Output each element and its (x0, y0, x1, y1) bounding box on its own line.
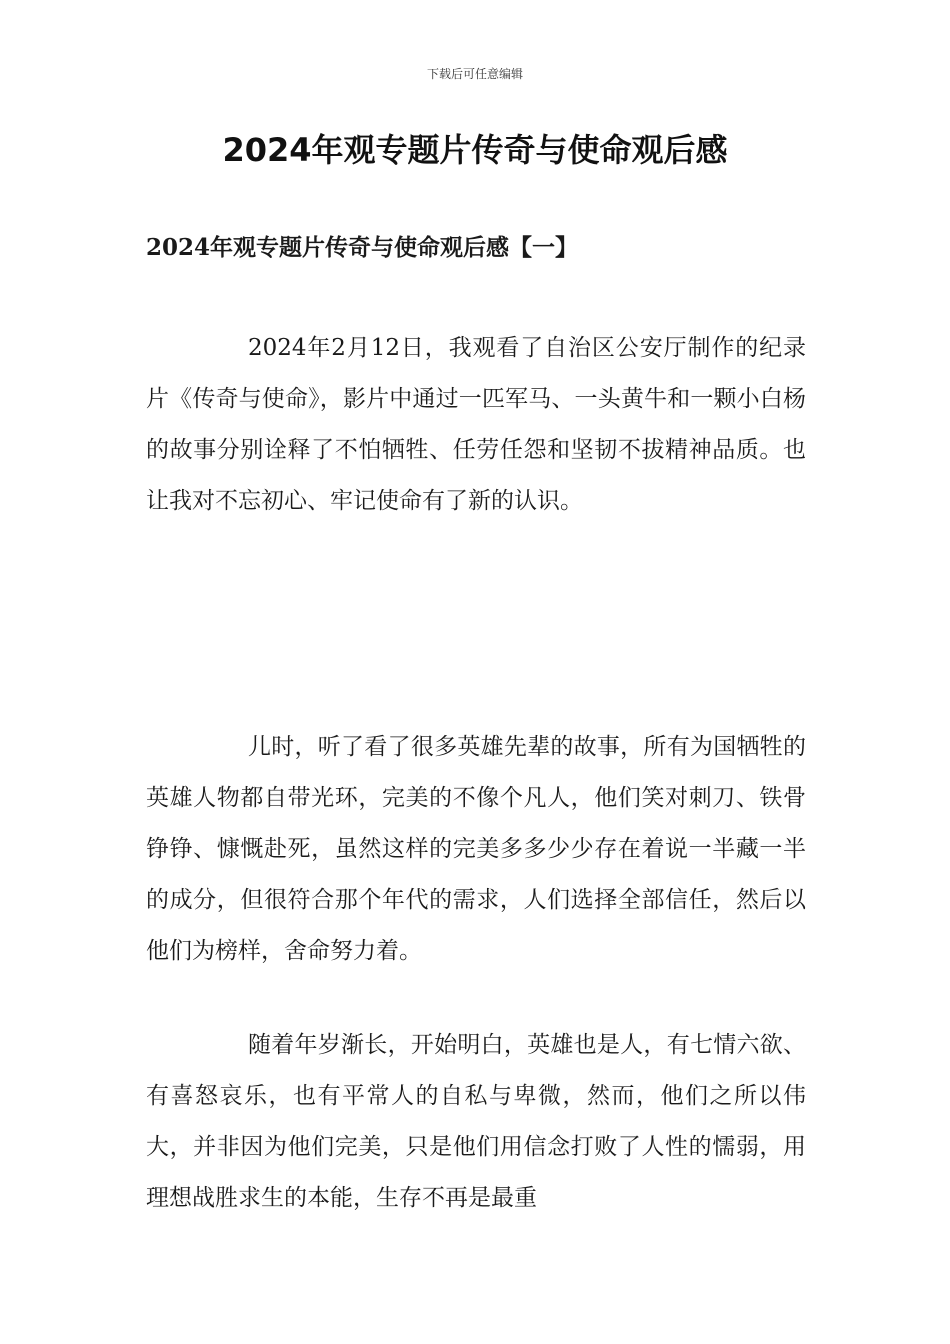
header-note: 下载后可任意编辑 (426, 67, 523, 81)
document-title: 2024年观专题片传奇与使命观后感 (222, 131, 728, 169)
paragraph-3: 随着年岁渐长，开始明白，英雄也是人，有七情六欲、有喜怒哀乐，也有平常人的自私与卑微，然而，他们之所以伟大，并非因为他们完美，只是他们用信念打败了人性的懦弱，用理想战胜求生的本能，生存不再是最重 (146, 1032, 806, 1211)
paragraph-1: 2024年2月12日，我观看了自治区公安厅制作的纪录片《传奇与使命》，影片中通过一匹军马、一头黄牛和一颗小白杨的故事分别诠释了不怕牺牲、任劳任怨和坚韧不拔精神品质。也让我对不忘初心、牢记使命有了新的认识。 (146, 335, 806, 514)
section-heading: 2024年观专题片传奇与使命观后感【一】 (146, 234, 579, 261)
paragraph-2: 儿时，听了看了很多英雄先辈的故事，所有为国牺牲的英雄人物都自带光环，完美的不像个凡人，他们笑对刺刀、铁骨铮铮、慷慨赴死，虽然这样的完美多多少少存在着说一半藏一半的成分，但很符合那个年代的需求，人们选择全部信任，然后以他们为榜样，舍命努力着。 (146, 734, 806, 964)
